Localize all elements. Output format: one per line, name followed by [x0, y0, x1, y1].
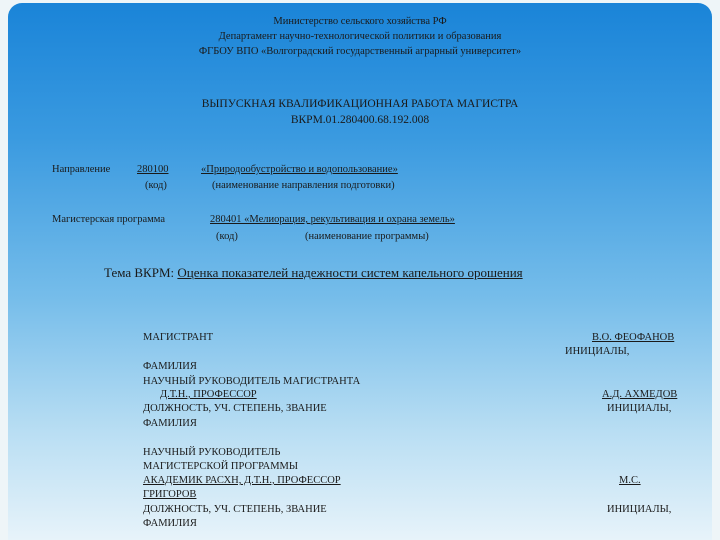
program-head-surname-caption: ФАМИЛИЯ	[143, 518, 197, 529]
master-surname-caption: ФАМИЛИЯ	[143, 361, 197, 372]
direction-code: 280100	[137, 164, 169, 175]
direction-label: Направление	[52, 164, 111, 175]
supervisor-initials-caption: ИНИЦИАЛЫ,	[607, 403, 672, 414]
master-name: В.О. ФЕОФАНОВ	[592, 332, 675, 343]
program-head-label-2: МАГИСТЕРСКОЙ ПРОГРАММЫ	[143, 461, 299, 472]
department-text: Департамент научно-технологической политики и образования	[218, 31, 502, 42]
master-label: МАГИСТРАНТ	[143, 332, 214, 343]
supervisor-name: А.Д. АХМЕДОВ	[602, 389, 678, 400]
program-head-initials-caption: ИНИЦИАЛЫ,	[607, 504, 672, 515]
theme-label: Тема ВКРМ:	[104, 265, 175, 280]
master-initials-caption: ИНИЦИАЛЫ,	[565, 346, 630, 357]
program-name-caption: (наименование программы)	[305, 231, 429, 242]
program-head-position: АКАДЕМИК РАСХН, Д.Т.Н., ПРОФЕССОР	[143, 475, 341, 486]
ministry-text: Министерство сельского хозяйства РФ	[273, 16, 447, 27]
program-code-caption: (код)	[216, 231, 238, 242]
theme-value: Оценка показателей надежности систем капельного орошения	[177, 265, 523, 280]
supervisor-label: НАУЧНЫЙ РУКОВОДИТЕЛЬ МАГИСТРАНТА	[143, 376, 361, 387]
supervisor-position-caption: ДОЛЖНОСТЬ, УЧ. СТЕПЕНЬ, ЗВАНИЕ	[143, 403, 327, 414]
program-head-label-1: НАУЧНЫЙ РУКОВОДИТЕЛЬ	[143, 447, 281, 458]
university-text: ФГБОУ ВПО «Волгоградский государственный аграрный университет»	[198, 46, 522, 57]
theme-line	[104, 265, 523, 280]
supervisor-position: Д.Т.Н., ПРОФЕССОР	[160, 389, 257, 400]
program-value: 280401 «Мелиорация, рекультивация и охрана земель»	[210, 214, 455, 225]
program-label: Магистерская программа	[52, 214, 166, 225]
work-title: ВЫПУСКНАЯ КВАЛИФИКАЦИОННАЯ РАБОТА МАГИСТРА	[201, 98, 519, 110]
direction-code-caption: (код)	[145, 180, 167, 191]
supervisor-surname-caption: ФАМИЛИЯ	[143, 418, 197, 429]
direction-name-caption: (наименование направления подготовки)	[212, 180, 395, 191]
program-head-name: М.С.	[619, 475, 641, 486]
program-head-position-caption: ДОЛЖНОСТЬ, УЧ. СТЕПЕНЬ, ЗВАНИЕ	[143, 504, 327, 515]
program-head-name-cont: ГРИГОРОВ	[143, 489, 197, 500]
direction-name: «Природообустройство и водопользование»	[201, 164, 398, 175]
work-code: ВКРМ.01.280400.68.192.008	[290, 114, 430, 126]
